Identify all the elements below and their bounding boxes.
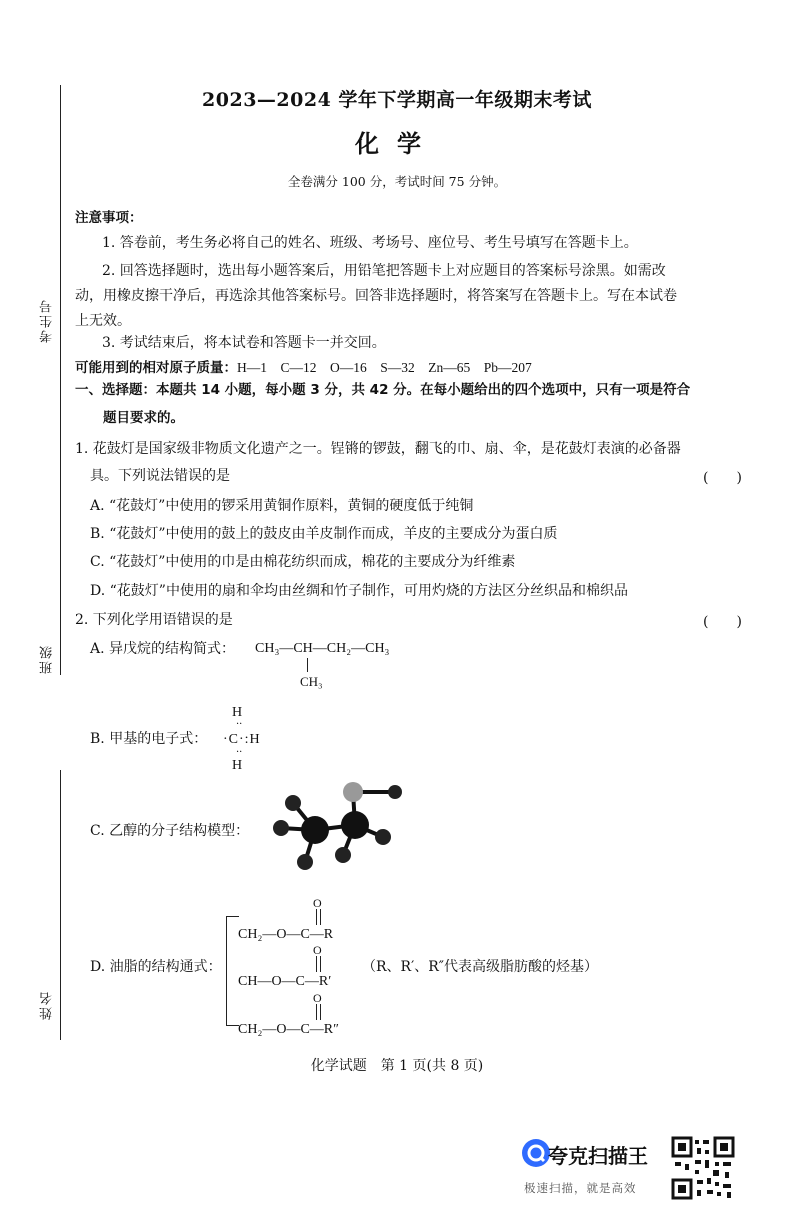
- isopentane-branch-bond: [307, 658, 308, 672]
- quark-logo-icon: [521, 1138, 551, 1168]
- q1-option-b: B. “花鼓灯”中使用的鼓上的鼓皮由羊皮制作而成，羊皮的主要成分为蛋白质: [90, 526, 558, 542]
- methyl-h-top: H: [232, 705, 243, 720]
- hydrogen-atom: [388, 785, 402, 799]
- methyl-h-bottom: H: [232, 758, 243, 773]
- note-item-2-line-2: 动，用橡皮擦干净后，再选涂其他答案标号。回答非选择题时，将答案写在答题卡上。写在本试卷: [75, 288, 677, 304]
- carbonyl-bond-2: [316, 956, 321, 972]
- triglyceride-note: （R、R′、R″代表高级脂肪酸的烃基）: [362, 959, 599, 975]
- atomic-mass-label: 可能用到的相对原子质量：: [75, 360, 237, 376]
- q2-option-b-label: B. 甲基的电子式：: [90, 731, 208, 747]
- binding-line-bottom: [60, 770, 61, 1040]
- carbonyl-bond-3: [316, 1004, 321, 1020]
- hydrogen-atom: [285, 795, 301, 811]
- exam-title: 2023—2024 学年下学期高一年级期末考试: [202, 89, 592, 111]
- triglyceride-row-3: CH₂—O—C—R″: [238, 1022, 339, 1037]
- section-one-heading: 一、选择题：本题共 14 小题，每小题 3 分，共 42 分。在每小题给出的四个选项中，只有一项是符合: [75, 382, 691, 398]
- q2-option-c-label: C. 乙醇的分子结构模型：: [90, 823, 250, 839]
- methyl-dots-bottom: ··: [236, 747, 243, 758]
- triglyceride-row-1: CH₂—O—C—R: [238, 927, 334, 942]
- oxygen-atom: [343, 782, 363, 802]
- q1-answer-paren: ( ): [703, 470, 742, 486]
- qr-code-icon: [671, 1136, 735, 1200]
- carbonyl-o-1: O: [313, 896, 322, 910]
- hydrogen-atom: [375, 829, 391, 845]
- methyl-carbon-row: ·C·:H: [223, 732, 261, 747]
- hydrogen-atom: [335, 847, 351, 863]
- scanner-tagline: 极速扫描，就是高效: [524, 1181, 637, 1195]
- ethanol-ball-stick-model: [255, 775, 415, 875]
- carbonyl-o-2: O: [313, 943, 322, 957]
- q2-stem: 2. 下列化学用语错误的是: [75, 612, 233, 628]
- hydrogen-atom: [273, 820, 289, 836]
- carbonyl-bond-1: [316, 909, 321, 925]
- isopentane-formula: CH₃—CH—CH₂—CH₃: [255, 641, 390, 656]
- note-item-1: 1. 答卷前，考生务必将自己的姓名、班级、考场号、座位号、考生号填写在答题卡上。: [102, 235, 638, 251]
- q1-stem-line-2: 具。下列说法错误的是: [90, 468, 230, 484]
- q2-answer-paren: ( ): [703, 614, 742, 630]
- scanner-brand: 夸克扫描王: [548, 1144, 648, 1168]
- carbonyl-o-3: O: [313, 991, 322, 1005]
- methyl-dots-top: ··: [236, 719, 243, 730]
- page-footer: 化学试题 第 1 页(共 8 页): [310, 1058, 484, 1074]
- class-label: 班级: [40, 644, 55, 674]
- q1-option-c: C. “花鼓灯”中使用的巾是由棉花纺织而成，棉花的主要成分为纤维素: [90, 554, 516, 570]
- atomic-mass-values: H—1 C—12 O—16 S—32 Zn—65 Pb—207: [237, 360, 532, 375]
- q1-stem-line-1: 1. 花鼓灯是国家级非物质文化遗产之一。锃锵的锣鼓，翻飞的巾、扇、伞，是花鼓灯表演的必备器: [75, 441, 681, 457]
- carbon-atom-2: [341, 811, 369, 839]
- subject-title: 化学: [355, 129, 439, 158]
- note-item-3: 3. 考试结束后，将本试卷和答题卡一并交回。: [102, 335, 386, 351]
- name-label: 姓名: [40, 990, 55, 1020]
- q2-option-a-label: A. 异戊烷的结构简式：: [90, 641, 236, 657]
- exam-number-label: 考生号: [40, 298, 55, 343]
- isopentane-branch: CH₃: [300, 674, 323, 689]
- q2-option-d-label: D. 油脂的结构通式：: [90, 959, 222, 975]
- note-item-2-line-1: 2. 回答选择题时，选出每小题答案后，用铅笔把答题卡上对应题目的答案标号涂黑。如需改: [102, 263, 666, 279]
- note-item-2-line-3: 上无效。: [75, 313, 131, 329]
- notes-heading: 注意事项：: [75, 210, 143, 226]
- exam-info: 全卷满分 100 分，考试时间 75 分钟。: [287, 174, 507, 189]
- q1-option-a: A. “花鼓灯”中使用的锣采用黄铜作原料，黄铜的硬度低于纯铜: [90, 498, 474, 514]
- triglyceride-row-2: CH—O—C—R′: [238, 974, 332, 989]
- atomic-mass-line: [75, 359, 532, 377]
- carbon-atom-1: [301, 816, 329, 844]
- section-one-heading-cont: 题目要求的。: [103, 410, 184, 426]
- q1-option-d: D. “花鼓灯”中使用的扇和伞均由丝绸和竹子制作，可用灼烧的方法区分丝织品和棉织品: [90, 583, 628, 599]
- hydrogen-atom: [297, 854, 313, 870]
